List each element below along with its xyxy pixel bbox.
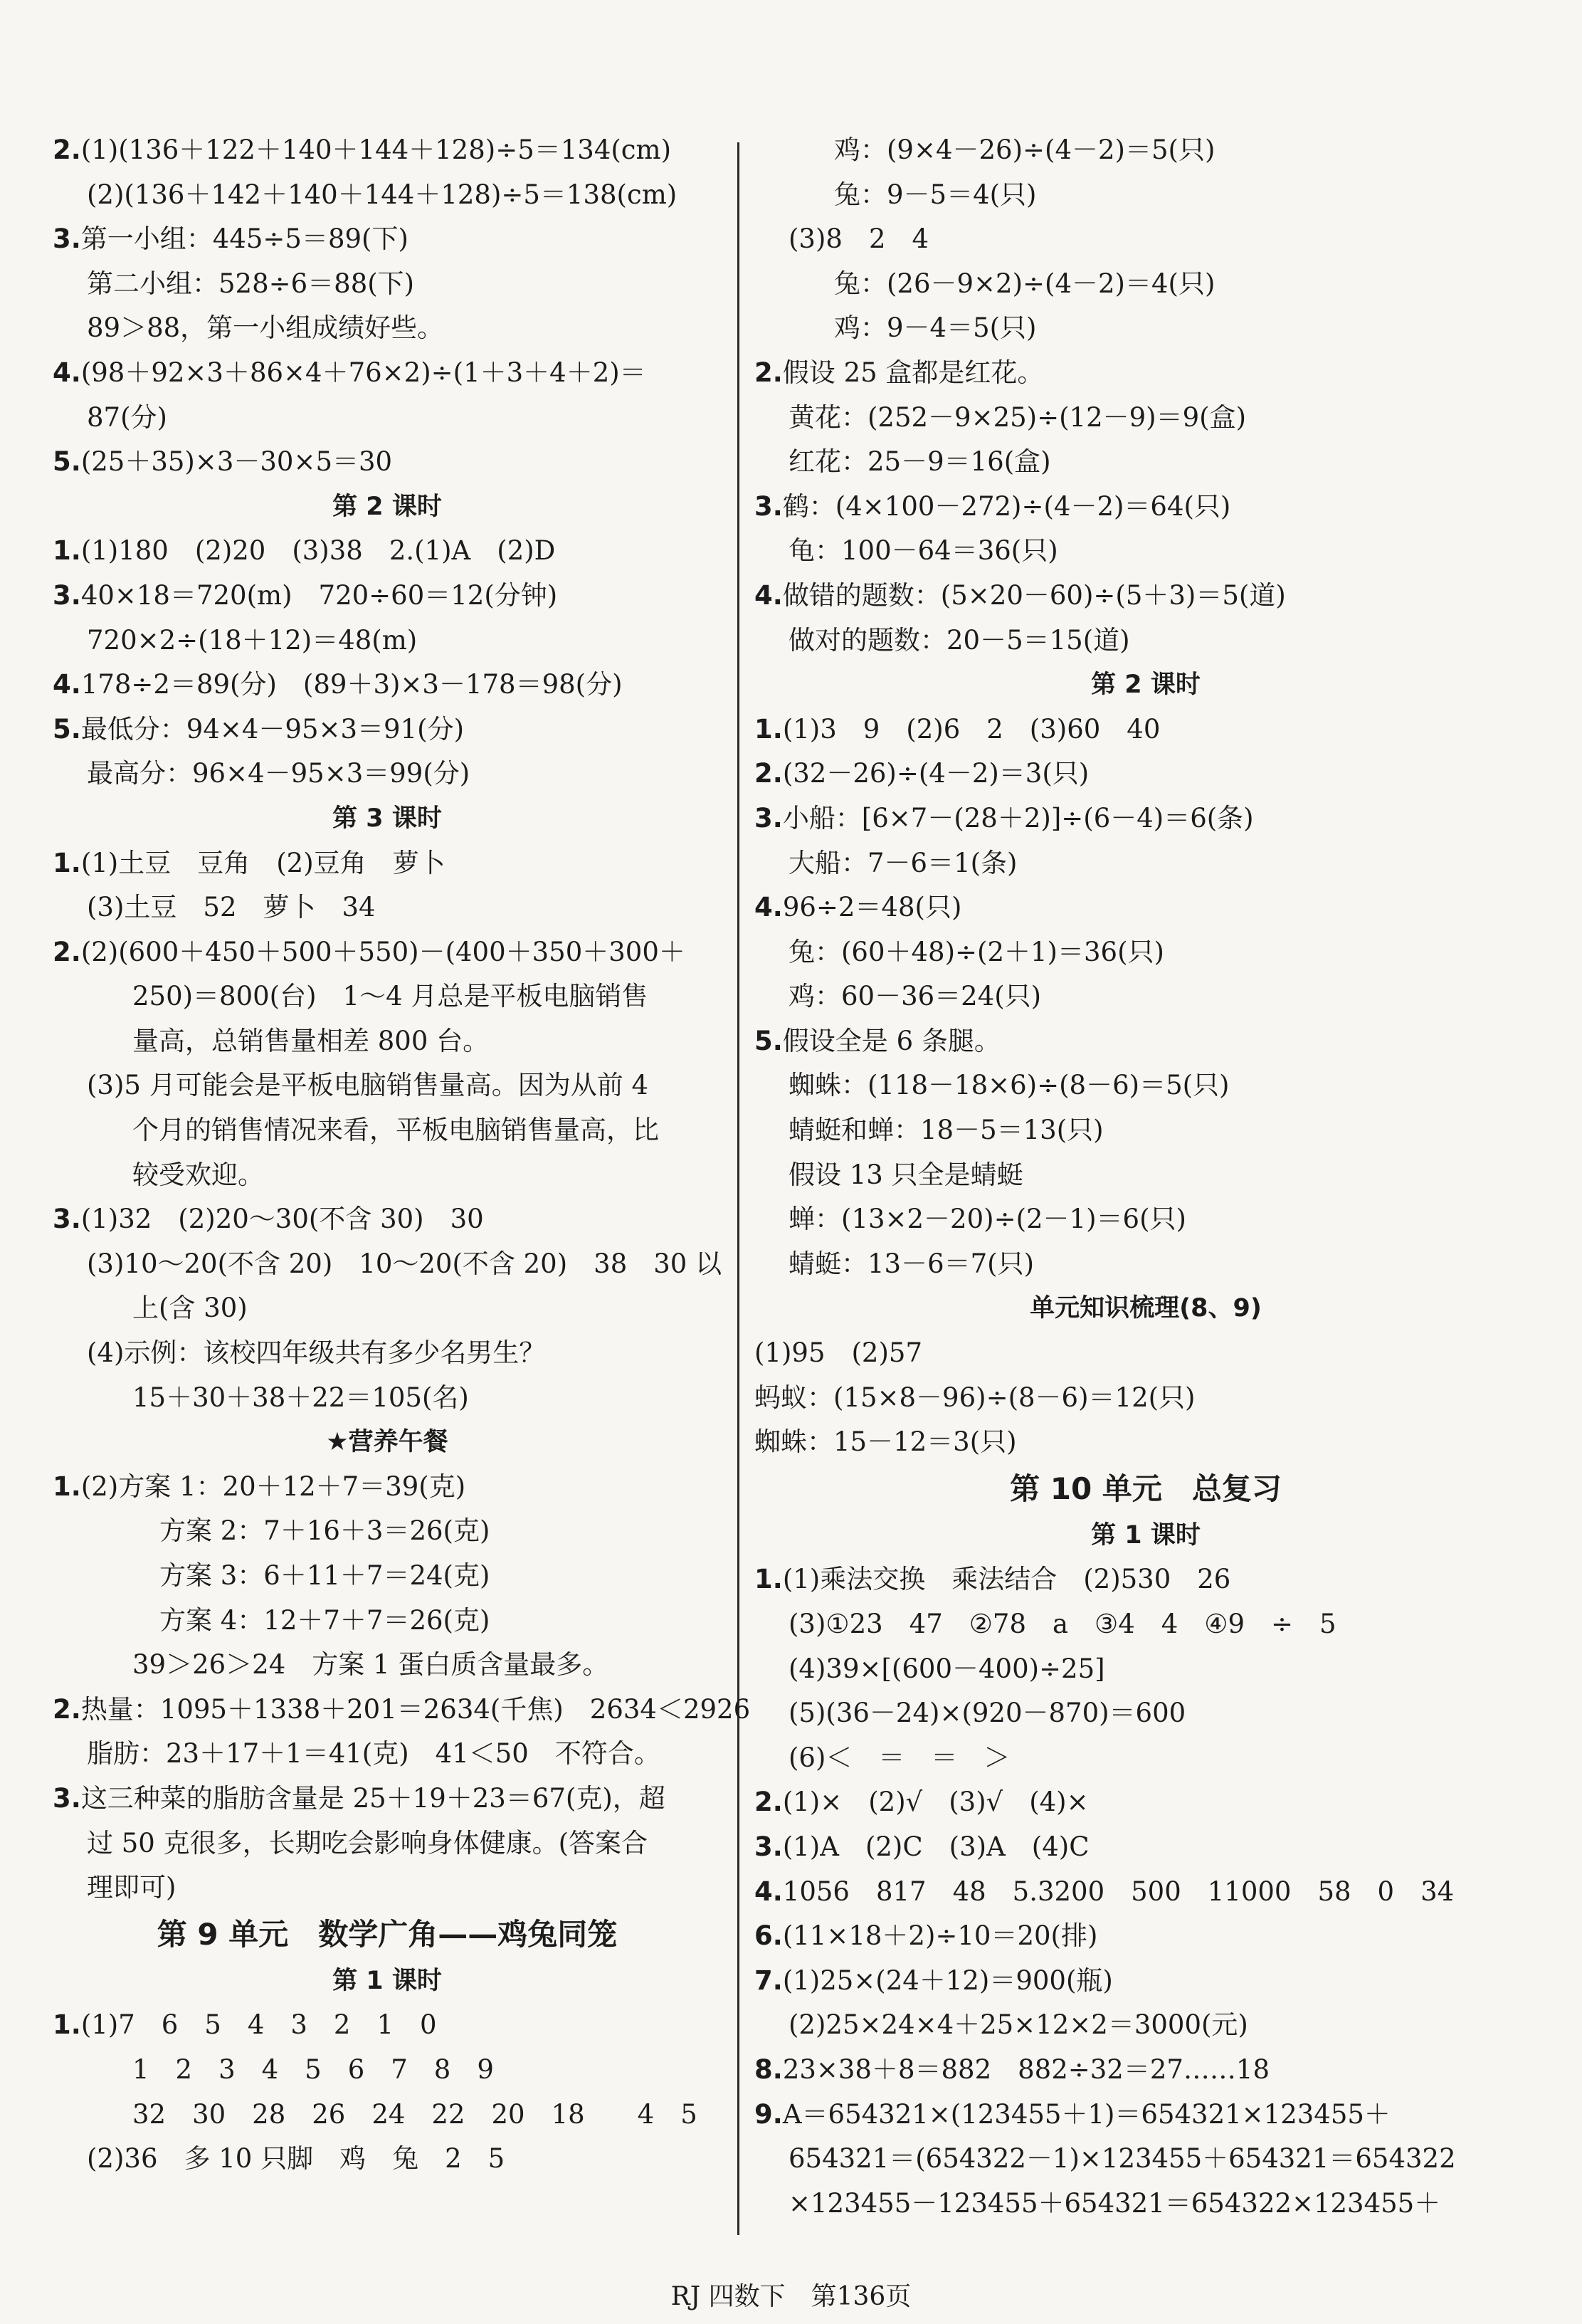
- answer-text: 蜻蜓和蝉：18－5＝13(只): [789, 1115, 1104, 1146]
- question-number: 3.: [53, 579, 81, 611]
- answer-line: [754, 306, 1537, 351]
- answer-text: (1)(136＋122＋140＋144＋128)÷5＝134(cm): [80, 135, 672, 165]
- answer-line: [754, 2137, 1537, 2182]
- question-number: 5.: [53, 713, 81, 745]
- answer-text: (2)(136＋142＋140＋144＋128)÷5＝138(cm): [87, 179, 677, 210]
- answer-line: [754, 262, 1537, 307]
- answer-line: [754, 217, 1537, 262]
- question-number: 4.: [754, 892, 783, 923]
- question-number: 2.: [53, 135, 81, 165]
- answer-line: [754, 351, 1537, 396]
- answer-text: 第 10 单元 总复习: [1010, 1471, 1282, 1506]
- answer-text: 方案 2：7＋16＋3＝26(克): [159, 1515, 490, 1547]
- answer-line: [53, 351, 722, 396]
- answer-line: [53, 128, 722, 173]
- question-number: 4.: [754, 1876, 783, 1907]
- question-number: 1.: [53, 847, 81, 878]
- answer-line: [754, 1914, 1537, 1959]
- answer-line: [53, 1643, 722, 1688]
- answer-line: [53, 1063, 722, 1108]
- answer-line: [53, 1509, 722, 1554]
- answer-line: [754, 708, 1537, 752]
- answer-text: 1 2 3 4 5 6 7 8 9: [132, 2054, 494, 2085]
- answer-line: [53, 1465, 722, 1510]
- answer-text: (1)A (2)C (3)A (4)C: [782, 1831, 1090, 1862]
- answer-text: (1)3 9 (2)6 2 (3)60 40: [782, 713, 1161, 745]
- answer-line: [754, 885, 1537, 930]
- answer-line: [53, 1286, 722, 1331]
- answer-text: 蚂蚁：(15×8－96)÷(8－6)＝12(只): [754, 1382, 1196, 1413]
- question-number: 3.: [53, 224, 81, 255]
- right-column: [754, 128, 1537, 2226]
- answer-line: [53, 1197, 722, 1242]
- answer-text: (1)× (2)√ (3)√ (4)×: [782, 1787, 1089, 1818]
- answer-line: [53, 1688, 751, 1733]
- answer-line: [754, 1691, 1537, 1736]
- answer-text: 热量：1095＋1338＋201＝2634(千焦) 2634＜2926: [80, 1693, 751, 1725]
- answer-line: [53, 1599, 722, 1644]
- question-number: 3.: [754, 802, 783, 834]
- answer-text: 第 9 单元 数学广角——鸡兔同笼: [157, 1916, 618, 1952]
- answer-text: (3)①23 47 ②78 a ③4 4 ④9 ÷ 5: [789, 1609, 1336, 1639]
- answer-text: 23×38＋8＝882 882÷32＝27……18: [782, 2054, 1270, 2085]
- answer-line: [53, 1732, 722, 1777]
- answer-line: [53, 1153, 722, 1198]
- answer-line: [754, 440, 1537, 485]
- answer-text: 红花：25－9＝16(盒): [789, 446, 1051, 478]
- answer-line: [754, 529, 1537, 574]
- section-heading: [53, 796, 722, 841]
- answer-text: 第 1 课时: [332, 1966, 442, 1995]
- answer-line: [754, 2048, 1537, 2093]
- question-number: 3.: [53, 1782, 81, 1814]
- answer-line: [53, 1019, 722, 1064]
- answer-line: [53, 708, 722, 752]
- answer-text: (32－26)÷(4－2)＝3(只): [782, 758, 1090, 789]
- answer-line: [53, 440, 722, 485]
- answer-text: 较受欢迎。: [132, 1159, 264, 1190]
- answer-line: [754, 1959, 1537, 2004]
- question-number: 1.: [53, 2009, 81, 2041]
- answer-text: 40×18＝720(m) 720÷60＝12(分钟): [80, 579, 558, 611]
- question-number: 5.: [754, 1025, 783, 1056]
- answer-text: 鸡：(9×4－26)÷(4－2)＝5(只): [834, 135, 1215, 165]
- answer-text: 假设全是 6 条腿。: [782, 1025, 1001, 1056]
- answer-text: A＝654321×(123455＋1)＝654321×123455＋: [782, 2098, 1391, 2130]
- question-number: 3.: [754, 490, 783, 522]
- answer-text: 鹤：(4×100－272)÷(4－2)＝64(只): [782, 490, 1231, 522]
- section-heading: [53, 1959, 722, 2004]
- answer-line: [754, 1557, 1537, 1602]
- answer-line: [53, 1821, 722, 1866]
- answer-text: 1056 817 48 5.3200 500 11000 58 0 34: [782, 1876, 1455, 1907]
- page-footer: RJ 四数下 第136页: [670, 2282, 912, 2311]
- question-number: 5.: [53, 446, 81, 478]
- answer-text: 96÷2＝48(只): [782, 892, 962, 923]
- answer-text: 量高，总销售量相差 800 台。: [132, 1025, 490, 1056]
- answer-text: (3)土豆 52 萝卜 34: [87, 892, 376, 923]
- answer-text: 黄花：(252－9×25)÷(12－9)＝9(盒): [789, 401, 1247, 433]
- section-heading: [754, 1513, 1537, 1558]
- answer-line: [754, 1019, 1537, 1064]
- question-number: 2.: [754, 357, 783, 388]
- question-number: 1.: [754, 1564, 783, 1595]
- answer-text: 第二小组：528÷6＝88(下): [87, 268, 415, 299]
- answer-text: 理即可): [87, 1872, 176, 1903]
- answer-text: 39＞26＞24 方案 1 蛋白质含量最多。: [132, 1649, 609, 1681]
- answer-text: 654321＝(654322－1)×123455＋654321＝654322: [789, 2143, 1456, 2175]
- answer-line: [754, 796, 1537, 841]
- answer-line: [53, 974, 722, 1019]
- answer-line: [754, 574, 1537, 619]
- answer-line: [754, 841, 1537, 886]
- question-number: 2.: [754, 758, 783, 789]
- answer-line: [754, 1153, 1537, 1198]
- question-number: 2.: [53, 936, 81, 967]
- answer-text: (1)32 (2)20～30(不含 30) 30: [80, 1204, 484, 1235]
- question-number: 1.: [754, 713, 783, 745]
- answer-text: 第一小组：445÷5＝89(下): [80, 224, 408, 255]
- answer-text: 鸡：60－36＝24(只): [789, 981, 1042, 1012]
- answer-text: 第 1 课时: [1091, 1520, 1201, 1550]
- answer-line: [754, 1108, 1537, 1153]
- answer-text: 假设 13 只全是蜻蜓: [789, 1159, 1023, 1190]
- answer-text: 178÷2＝89(分) (89＋3)×3－178＝98(分): [80, 669, 623, 700]
- answer-text: (4)39×[(600－400)÷25]: [789, 1653, 1105, 1684]
- answer-text: 大船：7－6＝1(条): [789, 847, 1018, 878]
- answer-text: 假设 25 盒都是红花。: [782, 357, 1044, 388]
- section-heading: [53, 1420, 722, 1465]
- answer-text: 龟：100－64＝36(只): [789, 535, 1058, 567]
- question-number: 6.: [754, 1920, 783, 1952]
- answer-text: 兔：(26－9×2)÷(4－2)＝4(只): [834, 268, 1215, 299]
- left-column: [53, 128, 751, 2182]
- answer-line: [53, 619, 722, 663]
- answer-text: 方案 4：12＋7＋7＝26(克): [159, 1604, 490, 1636]
- answer-line: [53, 1108, 722, 1153]
- answer-text: 720×2÷(18＋12)＝48(m): [87, 624, 418, 656]
- answer-line: [53, 1554, 722, 1599]
- answer-text: (4)示例：该校四年级共有多少名男生？: [87, 1337, 546, 1369]
- answer-line: [53, 2003, 722, 2048]
- answer-text: 这三种菜的脂肪含量是 25＋19＋23＝67(克)，超: [80, 1782, 665, 1814]
- question-number: 8.: [754, 2054, 783, 2085]
- answer-text: 上(含 30): [132, 1293, 248, 1324]
- answer-text: (1)25×(24＋12)＝900(瓶): [782, 1965, 1113, 1996]
- section-heading: [754, 1286, 1537, 1331]
- answer-text: 小船：[6×7－(28＋2)]÷(6－4)＝6(条): [782, 802, 1254, 834]
- answer-text: 蜘蛛：(118－18×6)÷(8－6)＝5(只): [789, 1070, 1230, 1101]
- answer-line: [53, 529, 722, 574]
- answer-line: [53, 1376, 722, 1421]
- answer-text: ★营养午餐: [326, 1428, 448, 1457]
- column-divider: [737, 142, 739, 2235]
- answer-line: [754, 1197, 1537, 1242]
- answer-line: [53, 1331, 722, 1376]
- answer-line: [754, 1242, 1537, 1287]
- answer-text: (5)(36－24)×(920－870)＝600: [789, 1698, 1186, 1729]
- answer-text: (25＋35)×3－30×5＝30: [80, 446, 393, 478]
- answer-text: (2)(600＋450＋500＋550)－(400＋350＋300＋: [80, 936, 685, 967]
- answer-line: [53, 885, 722, 930]
- answer-text: (2)25×24×4＋25×12×2＝3000(元): [789, 2009, 1248, 2041]
- question-number: 7.: [754, 1965, 783, 1996]
- question-number: 1.: [53, 1471, 81, 1502]
- answer-text: 32 30 28 26 24 22 20 18 4 5: [132, 2098, 697, 2130]
- answer-text: 250)＝800(台) 1～4 月总是平板电脑销售: [132, 981, 648, 1012]
- answer-line: [53, 1777, 722, 1821]
- answer-line: [53, 2137, 722, 2182]
- answer-text: 15＋30＋38＋22＝105(名): [132, 1382, 469, 1413]
- answer-text: 89＞88，第一小组成绩好些。: [87, 312, 444, 344]
- answer-text: (1)土豆 豆角 (2)豆角 萝卜: [80, 847, 445, 878]
- question-number: 4.: [53, 357, 81, 388]
- answer-line: [53, 663, 722, 708]
- question-number: 4.: [53, 669, 81, 700]
- question-number: 9.: [754, 2098, 783, 2130]
- answer-text: 个月的销售情况来看，平板电脑销售量高，比: [132, 1115, 659, 1146]
- answer-text: 兔：9－5＝4(只): [834, 179, 1037, 210]
- answer-line: [53, 217, 722, 262]
- answer-line: [754, 1063, 1537, 1108]
- answer-text: 做对的题数：20－5＝15(道): [789, 624, 1130, 656]
- answer-line: [754, 2003, 1537, 2048]
- answer-line: [53, 752, 722, 796]
- answer-line: [754, 1780, 1537, 1825]
- answer-line: [53, 2048, 722, 2093]
- answer-line: [754, 1376, 1537, 1421]
- question-number: 2.: [53, 1693, 81, 1725]
- answer-text: (1)95 (2)57: [754, 1337, 922, 1369]
- answer-line: [53, 396, 722, 441]
- answer-text: 做错的题数：(5×20－60)÷(5＋3)＝5(道): [782, 579, 1286, 611]
- answer-line: [754, 930, 1537, 975]
- answer-text: 最高分：96×4－95×3＝99(分): [87, 758, 470, 789]
- answer-text: 87(分): [87, 401, 167, 433]
- answer-text: 兔：(60＋48)÷(2＋1)＝36(只): [789, 936, 1164, 967]
- section-heading: [754, 1465, 1537, 1513]
- answer-line: [53, 2093, 722, 2138]
- answer-line: [53, 173, 722, 218]
- answer-text: (3)10～20(不含 20) 10～20(不含 20) 38 30 以: [87, 1248, 722, 1279]
- answer-text: ×123455－123455＋654321＝654322×123455＋: [789, 2187, 1441, 2219]
- answer-line: [754, 752, 1537, 796]
- answer-line: [53, 930, 722, 975]
- answer-text: (1)乘法交换 乘法结合 (2)530 26: [782, 1564, 1231, 1595]
- answer-text: 第 2 课时: [1091, 671, 1201, 700]
- section-heading: [53, 485, 722, 530]
- answer-text: (3)8 2 4: [789, 224, 929, 255]
- answer-line: [53, 1242, 722, 1287]
- question-number: 2.: [754, 1787, 783, 1818]
- answer-line: [53, 306, 722, 351]
- answer-text: 鸡：9－4＝5(只): [834, 312, 1037, 344]
- answer-text: 脂肪：23＋17＋1＝41(克) 41＜50 不符合。: [87, 1738, 660, 1770]
- section-heading: [53, 1910, 722, 1959]
- answer-line: [754, 128, 1537, 173]
- answer-text: 蝉：(13×2－20)÷(2－1)＝6(只): [789, 1204, 1186, 1235]
- answer-text: (3)5 月可能会是平板电脑销售量高。因为从前 4: [87, 1070, 649, 1101]
- answer-line: [53, 574, 722, 619]
- question-number: 3.: [754, 1831, 783, 1862]
- answer-text: (2)36 多 10 只脚 鸡 兔 2 5: [87, 2143, 505, 2175]
- answer-text: (1)180 (2)20 (3)38 2.(1)A (2)D: [80, 535, 556, 567]
- answer-line: [754, 1736, 1537, 1781]
- answer-line: [754, 1331, 1537, 1376]
- question-number: 1.: [53, 535, 81, 567]
- question-number: 4.: [754, 579, 783, 611]
- answer-text: 最低分：94×4－95×3＝91(分): [80, 713, 465, 745]
- answer-text: (11×18＋2)÷10＝20(排): [782, 1920, 1098, 1952]
- answer-text: 蜘蛛：15－12＝3(只): [754, 1426, 1017, 1458]
- question-number: 3.: [53, 1204, 81, 1235]
- answer-line: [754, 1647, 1537, 1692]
- answer-line: [754, 1870, 1537, 1915]
- answer-line: [754, 173, 1537, 218]
- answer-text: 第 2 课时: [332, 492, 442, 521]
- answer-line: [53, 262, 722, 307]
- answer-line: [754, 974, 1537, 1019]
- answer-line: [754, 619, 1537, 663]
- answer-line: [754, 396, 1537, 441]
- answer-line: [754, 1420, 1537, 1465]
- section-heading: [754, 663, 1537, 708]
- answer-line: [754, 2182, 1537, 2226]
- answer-text: 方案 3：6＋11＋7＝24(克): [159, 1560, 490, 1591]
- answer-line: [754, 1602, 1537, 1647]
- answer-text: 单元知识梳理(8、9): [1030, 1294, 1262, 1323]
- answer-text: 过 50 克很多，长期吃会影响身体健康。(答案合: [87, 1827, 648, 1858]
- answer-line: [754, 2093, 1537, 2138]
- answer-text: 蜻蜓：13－6＝7(只): [789, 1248, 1035, 1279]
- answer-text: (2)方案 1：20＋12＋7＝39(克): [80, 1471, 466, 1502]
- answer-line: [754, 485, 1537, 530]
- answer-line: [754, 1825, 1537, 1870]
- answer-line: [53, 1866, 722, 1910]
- answer-text: 第 3 课时: [332, 804, 442, 833]
- answer-text: (6)＜ ＝ ＝ ＞: [789, 1742, 1011, 1773]
- answer-text: (1)7 6 5 4 3 2 1 0: [80, 2009, 437, 2041]
- answer-line: [53, 841, 722, 886]
- answer-text: (98＋92×3＋86×4＋76×2)÷(1＋3＋4＋2)＝: [80, 357, 646, 388]
